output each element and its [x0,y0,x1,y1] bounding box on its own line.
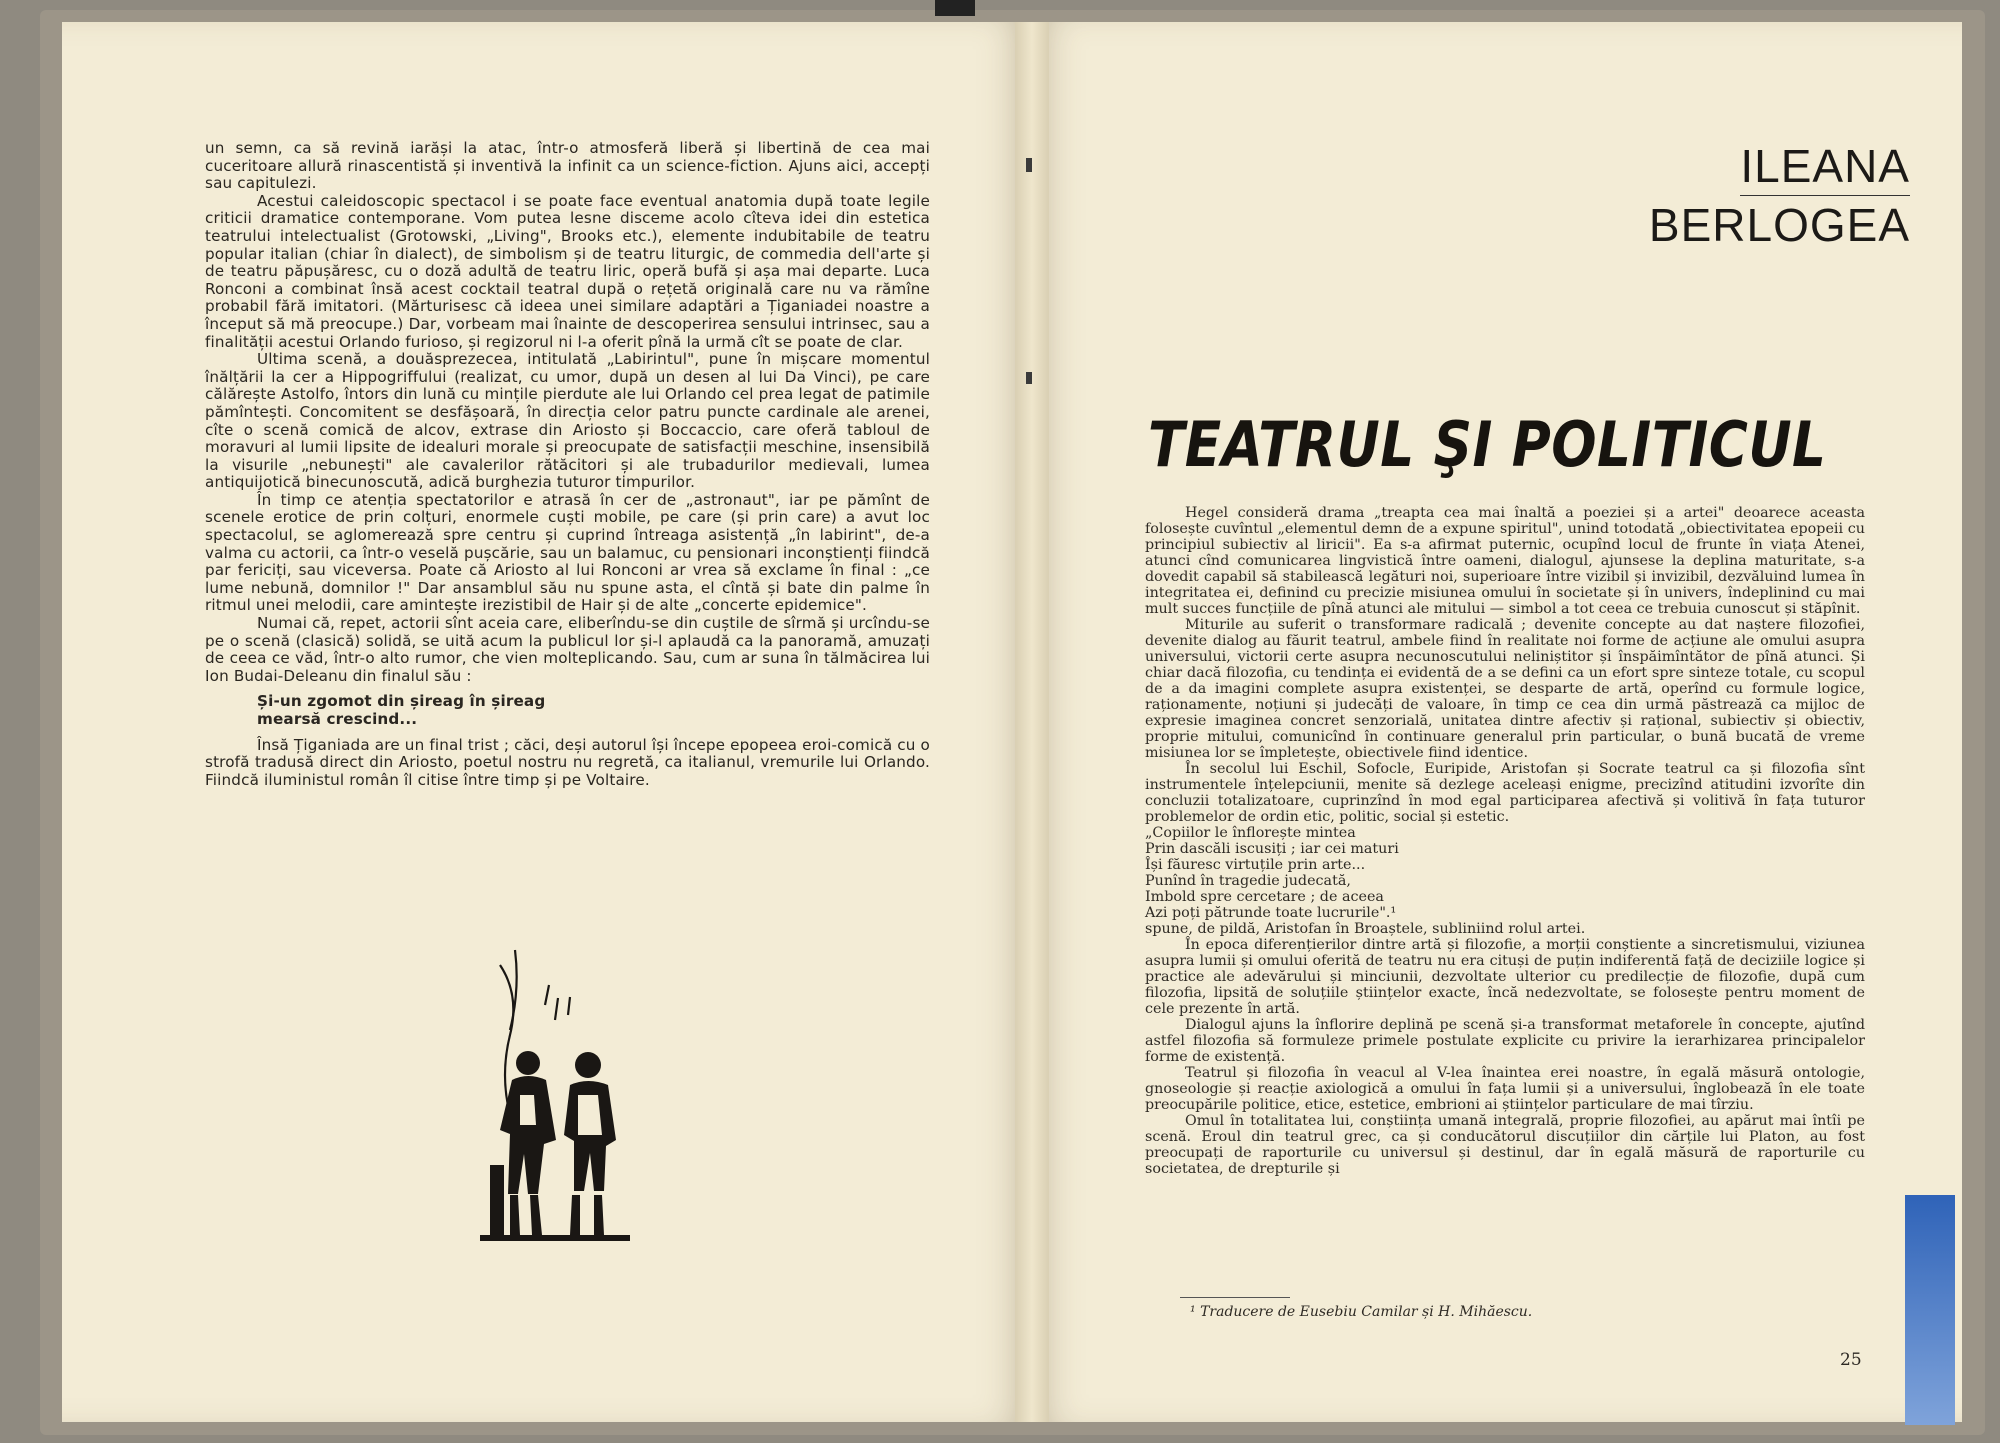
left-column-text [205,140,930,789]
footnote: ¹ Traducere de Eusebiu Camilar și H. Mihăescu. [1190,1304,1533,1320]
verse-line: mearsă crescind... [257,710,418,728]
paragraph: Acestui caleidoscopic spectacol i se poate face eventual anatomia după toate legile criticii dramatice contemporane. Vom putea lesne disceme acolo cîteva idei din estetica teatrului intelectualist (Grotowski, „Living", Brooks etc.), elemente indubitabile de teatru popular italian (chiar în dialect), de simbolism și de teatru liturgic, de commedia dell'arte și de teatru păpușăresc, cu o doză adultă de teatru liric, operă bufă și așa mai departe. Luca Ronconi a combinat însă acest cocktail teatral după o rețetă originală care nu va rămîne probabil fără imitatori. (Mărturisesc că ideea unei similare adaptări a Țiganiadei noastre a început să mă preocupe.) Dar, vorbeam mai înainte de descoperirea sensului intrinsec, sau a finalității acestui Orlando furioso, și regizorul ni l-a oferit pînă la urmă cît se poate de clar. [205,191,930,351]
verse-line: Prin dascăli iscusiți ; iar cei maturi [1145,841,1399,857]
footnote-rule [1180,1297,1290,1298]
verse-quote [1145,825,1865,921]
paragraph: În timp ce atenția spectatorilor e atrasă în cer de „astronaut", iar pe pămînt de scenele erotice de prin colțuri, enormele cuști mobile, pe care (și prin care) a avut loc spectacolul, se aglomerează spre centru și cuprind întreaga asistență „în labirint", de-a valma cu actorii, ca într-o veselă pușcărie, sau un balamuc, cu pensionari inconștienți fiindcă par fericiți, sau viceversa. Poate că Ariosto al lui Ronconi ar vrea să exclame în final : „ce lume nebună, domnilor !" Dar ansamblul său nu spune asta, el cîntă și bate din palme în ritmul unei melodii, care amintește irezistibil de Hair și de alte „concerte epidemice". [205,490,930,615]
paragraph: un semn, ca să revină iarăși la atac, într-o atmosferă liberă și libertină de cea mai cuceritoare allură rinascentistă și inventivă la infinit ca un science-fiction. Ajuns aici, accepți sau capitulezi. [205,139,930,193]
verse-line: Și-un zgomot din șireag în șireag [257,692,546,711]
paragraph: Hegel consideră drama „treapta cea mai înaltă a poeziei și a artei" deoarece aceasta folosește cuvîntul „elementul demn de a expune spiritul", unind totodată „obiectivitatea epopeii cu principiul subiectiv al liricii". Ea s-a afirmat puternic, ocupînd locul de frunte în viața Atenei, atunci cînd comunicarea lingvistică între oameni, dialogul, ajunsese la deplina maturitate, s-a dovedit capabil să stabilească legături noi, superioare între vizibil și invizibil, dezvăluind lumea în integritatea ei, definind cu precizie misiunea omului în societate și în univers, îndeplinind cu mai mult succes funcțiile de pînă atunci ale mitului — simbol a tot ceea ce trebuia cunoscut și stăpînit. [1145,505,1865,617]
paragraph: Însă Țiganiada are un final trist ; căci, deși autorul își începe epopeea eroi-comică cu o strofă tradusă direct din Ariosto, poetul nostru nu regretă, ca italianul, vremurile lui Orlando. Fiindcă iluministul român îl citise între timp și pe Voltaire. [205,735,930,789]
paragraph: Ultima scenă, a douăsprezecea, intitulată „Labirintul", pune în mișcare momentul înălțării la cer a Hippogriffului (realizat, cu umor, după un desen al lui Da Vinci), pe care călărește Astolfo, întors din lună cu mințile pierdute ale lui Orlando cel prea legat de patimile pămîntești. Concomitent se desfășoară, în direcția celor patru puncte cardinale ale arenei, cîte o scenă comică de alcov, extrase din Ariosto și Boccaccio, care oferă tabloul de moravuri al lumii lipsite de idealuri morale și preocupate de satisfacții meschine, insensibilă la visurile „nebunești" ale cavalerilor rătăcitori și ale trubadurilor medievali, lumea antiquijotică binecunoscută, adică burghezia tuturor timpurilor. [205,350,930,492]
blue-page-edge [1905,1195,1955,1425]
article-title: TEATRUL ŞI POLITICUL [1148,408,1827,481]
binding-stitch [1026,372,1032,384]
paragraph: Miturile au suferit o transformare radicală ; devenite concepte au dat naștere filozofiei, devenite dialog au făurit teatrul, ambele fiind în realitate noi forme de acțiune ale omului asupra universului, victorii certe asupra necunoscutului neliniștitor și înspăimîntător de pînă atunci. Și chiar dacă filozofia, cu tendința ei evidentă de a se defini ca un efort spre sinteze totale, cu scopul de a da imagini complete asupra existenței, se desparte de artă, operînd cu formule logice, raționamente, noțiuni și judecăți de valoare, în timp ce cea din urmă păstrează ca mijloc de expresie imaginea concret senzorială, unitatea dintre afectiv și rațional, subiectiv și obiectiv, proprie mitului, comunicînd în continuare generalul prin particular, o bună bucată de vreme misiunea lor se împletește, obiectivele fiind identice. [1145,617,1865,761]
verse-attribution: spune, de pildă, Aristofan în Broaștele, subliniind rolul artei. [1145,921,1586,937]
page-number: 25 [1840,1350,1862,1370]
paragraph: Teatrul și filozofia în veacul al V-lea înaintea erei noastre, în egală măsură ontologie, gnoseologie și reacție axiologică a omului în fața lumii și a universului, înglobează în ele toate preocupările politice, etice, estetice, embrioni ai științelor particulare de mai tîrziu. [1145,1065,1865,1113]
paragraph: Omul în totalitatea lui, conștiința umană integrală, proprie filozofiei, au apărut mai întîi pe scenă. Eroul din teatrul grec, ca și conducătorul discuțiilor din cărțile lui Platon, au fost preocupați de raporturile cu universul și destinul, dar în egală măsură de raporturile cu societatea, de drepturile și [1145,1113,1865,1177]
paragraph: În epoca diferențierilor dintre artă și filozofie, a morții conștiente a sincretismului, viziunea asupra lumii și omului oferită de teatru nu era cituși de puțin indiferentă față de deciziile logice și practice ale adevărului și minciunii, dezvoltate ulterior cu predilecție de filozofie, după cum filozofia, lipsită de soluțiile științelor exacte, încă nedezvoltate, se folosește pentru moment de cele prezente în artă. [1145,937,1865,1017]
verse-line: Azi poți pătrunde toate lucrurile".¹ [1145,905,1397,921]
paragraph: Dialogul ajuns la înflorire deplină pe scenă și-a transformat metaforele în concepte, ajutînd astfel filozofia să formuleze primele postulate explicite cu privire la ierarhizarea principalelor forme de existență. [1145,1017,1865,1065]
verse-line: Își făuresc virtuțile prin arte... [1145,857,1366,873]
right-column-text [1145,505,1865,1177]
verse-line: „Copiilor le înflorește mintea [1145,825,1356,841]
author-first-name: ILEANA [1740,143,1910,196]
verse-line: Punînd în tragedie judecată, [1145,873,1351,889]
renaissance-figures-illustration [460,945,655,1255]
author-name [1648,140,1910,251]
book-gutter [1015,22,1049,1422]
paragraph: Numai că, repet, actorii sînt aceia care, eliberîndu-se din cuștile de sîrmă și urcîndu-se pe o scenă (clasică) solidă, se uită acum la publicul lor și-l aplaudă ca la panoramă, amuzați de ceea ce văd, într-o alto rumor, che vien molteplicando. Sau, cum ar suna în tălmăcirea lui Ion Budai-Deleanu din finalul său : [205,614,930,685]
author-last-name: BERLOGEA [1648,199,1910,251]
verse-line: Imbold spre cercetare ; de aceea [1145,889,1384,905]
bookmark-ribbon [935,0,975,16]
paragraph: În secolul lui Eschil, Sofocle, Euripide, Aristofan și Socrate teatrul ca și filozofia sînt instrumentele înțelepciunii, menite să dezlege aceleași enigme, precizînd atitudini izvorîte din concluzii totalizatoare, cuprinzînd în mod egal participarea afectivă și volitivă în fața tuturor problemelor de ordin etic, politic, social și estetic. [1145,761,1865,825]
verse-quote [257,693,930,728]
binding-stitch [1026,158,1032,172]
